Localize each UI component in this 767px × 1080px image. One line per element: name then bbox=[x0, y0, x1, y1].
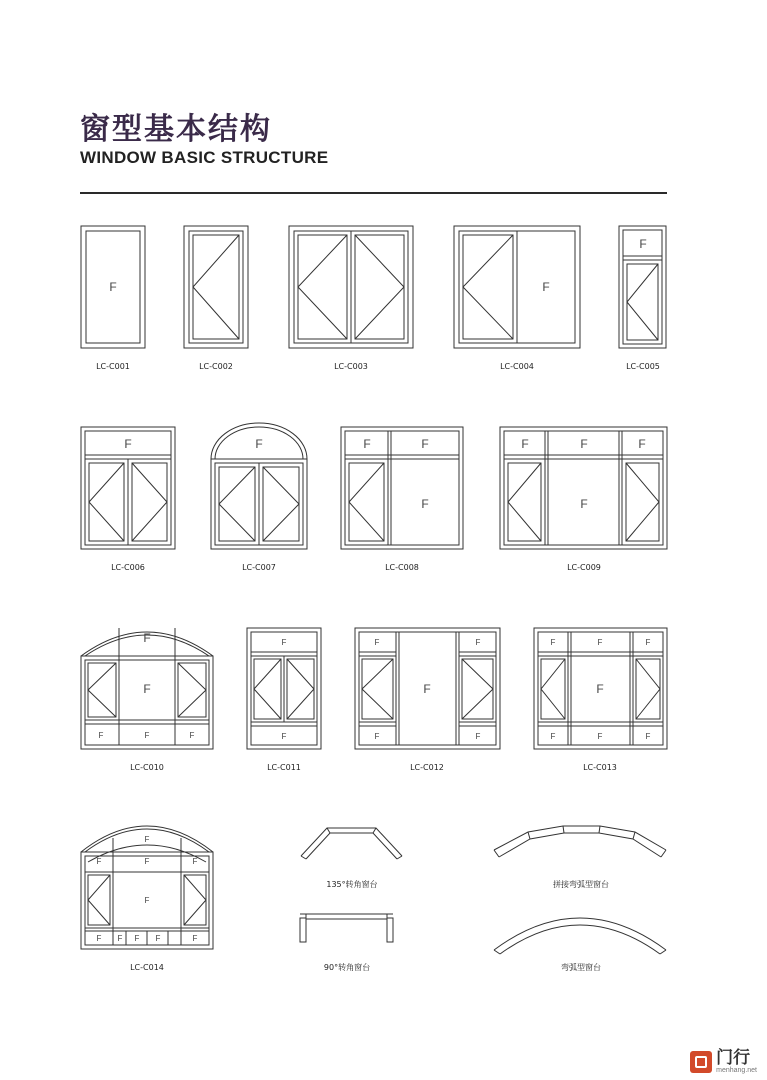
fixed-mark: F bbox=[639, 237, 647, 251]
fixed-mark: F bbox=[155, 934, 161, 943]
page-subtitle: WINDOW BASIC STRUCTURE bbox=[80, 148, 329, 167]
fixed-mark: F bbox=[542, 280, 550, 294]
fixed-mark: F bbox=[596, 682, 604, 696]
window-label: LC-C002 bbox=[199, 362, 233, 371]
window-label: LC-C001 bbox=[96, 362, 130, 371]
bay-label: 拼接弯弧型窗台 bbox=[553, 880, 609, 889]
fixed-mark: F bbox=[144, 896, 150, 905]
window-lc-c001 bbox=[81, 226, 145, 371]
fixed-mark: F bbox=[597, 638, 603, 647]
fixed-mark: F bbox=[580, 437, 588, 451]
bay-90-degree bbox=[300, 914, 393, 972]
window-lc-c005 bbox=[619, 226, 666, 371]
window-lc-c013 bbox=[534, 628, 667, 772]
fixed-mark: F bbox=[96, 934, 102, 943]
window-label: LC-C004 bbox=[500, 362, 534, 371]
window-lc-c008 bbox=[341, 427, 463, 572]
fixed-mark: F bbox=[189, 731, 195, 740]
window-label: LC-C012 bbox=[410, 763, 444, 772]
window-lc-c010 bbox=[81, 628, 213, 772]
window-label: LC-C011 bbox=[267, 763, 301, 772]
logo-brand: 门行 bbox=[716, 1048, 751, 1068]
window-lc-c012 bbox=[355, 628, 500, 772]
logo-icon bbox=[690, 1051, 712, 1073]
bay-spliced-arc bbox=[494, 826, 666, 889]
fixed-mark: F bbox=[550, 638, 556, 647]
fixed-mark: F bbox=[134, 934, 140, 943]
window-label: LC-C005 bbox=[626, 362, 660, 371]
fixed-mark: F bbox=[143, 682, 151, 696]
fixed-mark: F bbox=[597, 732, 603, 741]
fixed-mark: F bbox=[109, 280, 117, 294]
fixed-mark: F bbox=[192, 857, 198, 866]
window-lc-c002 bbox=[184, 226, 248, 371]
fixed-mark: F bbox=[475, 732, 481, 741]
fixed-mark: F bbox=[521, 437, 529, 451]
fixed-mark: F bbox=[281, 732, 287, 741]
fixed-mark: F bbox=[144, 857, 150, 866]
fixed-mark: F bbox=[281, 638, 287, 647]
brand-logo bbox=[690, 1050, 757, 1074]
fixed-mark: F bbox=[645, 638, 651, 647]
window-label: LC-C007 bbox=[242, 563, 276, 572]
fixed-mark: F bbox=[374, 638, 380, 647]
window-label: LC-C006 bbox=[111, 563, 145, 572]
fixed-mark: F bbox=[255, 437, 263, 451]
fixed-mark: F bbox=[421, 437, 429, 451]
fixed-mark: F bbox=[144, 731, 150, 740]
window-lc-c014 bbox=[81, 826, 213, 972]
window-label: LC-C013 bbox=[583, 763, 617, 772]
window-lc-c003 bbox=[289, 226, 413, 371]
fixed-mark: F bbox=[475, 638, 481, 647]
fixed-mark: F bbox=[117, 934, 123, 943]
window-label: LC-C009 bbox=[567, 563, 601, 572]
fixed-mark: F bbox=[124, 437, 132, 451]
logo-url: menhang.net bbox=[716, 1067, 757, 1074]
window-lc-c006 bbox=[81, 427, 175, 572]
bay-135-degree bbox=[301, 828, 402, 889]
fixed-mark: F bbox=[144, 835, 150, 844]
fixed-mark: F bbox=[192, 934, 198, 943]
bay-arc bbox=[494, 918, 666, 972]
window-lc-c004 bbox=[454, 226, 580, 371]
fixed-mark: F bbox=[363, 437, 371, 451]
bay-label: 90°转角窗台 bbox=[323, 963, 371, 972]
window-label: LC-C010 bbox=[130, 763, 164, 772]
window-lc-c011 bbox=[247, 628, 321, 772]
window-label: LC-C008 bbox=[385, 563, 419, 572]
fixed-mark: F bbox=[96, 857, 102, 866]
fixed-mark: F bbox=[421, 497, 429, 511]
window-lc-c009 bbox=[500, 427, 667, 572]
fixed-mark: F bbox=[143, 631, 151, 645]
fixed-mark: F bbox=[645, 732, 651, 741]
fixed-mark: F bbox=[550, 732, 556, 741]
fixed-mark: F bbox=[423, 682, 431, 696]
bay-label: 弯弧型窗台 bbox=[561, 963, 601, 972]
bay-label: 135°转角窗台 bbox=[326, 880, 378, 889]
window-label: LC-C014 bbox=[130, 963, 164, 972]
window-lc-c007 bbox=[211, 423, 307, 572]
fixed-mark: F bbox=[374, 732, 380, 741]
page-title: 窗型基本结构 bbox=[80, 112, 272, 147]
fixed-mark: F bbox=[98, 731, 104, 740]
window-label: LC-C003 bbox=[334, 362, 368, 371]
fixed-mark: F bbox=[580, 497, 588, 511]
fixed-mark: F bbox=[638, 437, 646, 451]
